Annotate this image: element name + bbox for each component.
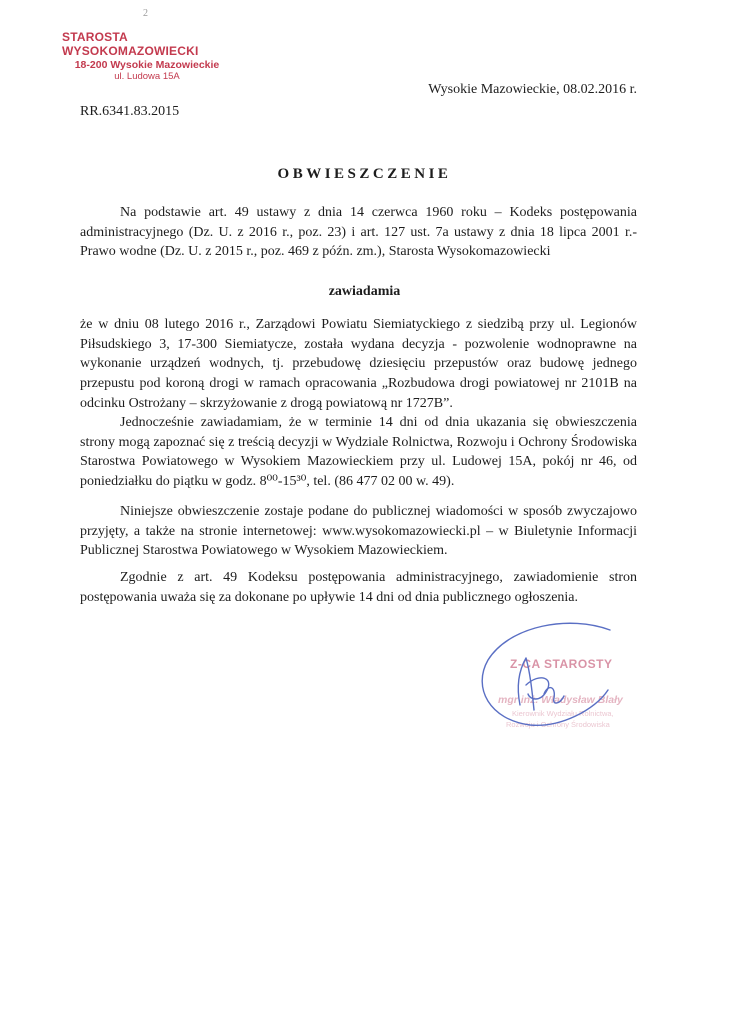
stamp-line-2: 18-200 Wysokie Mazowieckie	[74, 59, 220, 71]
notice-verb: zawiadamia	[328, 284, 401, 299]
stamp-line-3: ul. Ludowa 15A	[114, 71, 180, 82]
signature-stamp-title: Z-CA STAROSTY	[510, 657, 613, 671]
handwritten-signature	[460, 610, 650, 760]
document-title: OBWIESZCZENIE	[277, 166, 452, 182]
intro-paragraph: Na podstawie art. 49 ustawy z dnia 14 czerwca 1960 roku – Kodeks postępowania administracyjnego (Dz. U. z 2016 r., poz. 23) i art. 127 ust. 7a ustawy z dnia 18 lipca 2001 r.- Prawo wodne (Dz. U. z 2015 r., poz. 469 z późn. zm.), Starosta Wysokomazowiecki	[80, 205, 637, 260]
page-mark: 2	[143, 8, 148, 19]
office-stamp	[62, 30, 232, 82]
body-paragraph-3: Niniejsze obwieszczenie zostaje podane do publicznej wiadomości w sposób zwyczajowo przyjęty, a także na stronie internetowej: www.wysokomazowiecki.pl – w Biuletynie Informacji Publicznej Starostwa Powiatowego w Wysokiem Mazowieckiem.	[80, 504, 637, 559]
place-and-date: Wysokie Mazowieckie, 08.02.2016 r.	[428, 82, 637, 97]
signature-stamp-name: mgr inż. Władysław Blały	[498, 694, 623, 706]
signature-stamp-department: Rozwoju i Ochrony Środowiska	[506, 720, 610, 729]
reference-number: RR.6341.83.2015	[80, 104, 180, 119]
body-paragraph-4: Zgodnie z art. 49 Kodeksu postępowania administracyjnego, zawiadomienie stron postępowania uważa się za dokonane po upływie 14 dni od dnia publicznego ogłoszenia.	[80, 570, 637, 605]
signature-stamp-position: Kierownik Wydziału Rolnictwa,	[512, 709, 614, 718]
body-paragraph-1: że w dniu 08 lutego 2016 r., Zarządowi Powiatu Siemiatyckiego z siedzibą przy ul. Legionów Piłsudskiego 3, 17-300 Siemiatycze, została wydana decyzja - pozwolenie wodnoprawne na wykonanie urządzeń wodnych, tj. przebudowę dziesięciu przepustów oraz budowę jednego przepustu pod koroną drogi w ramach opracowania „Rozbudowa drogi powiatowej nr 2101B na odcinku Ostrożany – skrzyżowanie z drogą powiatową nr 1727B”.	[80, 317, 637, 411]
stamp-line-1: STAROSTA WYSOKOMAZOWIECKI	[62, 30, 199, 58]
body-paragraph-2: Jednocześnie zawiadamiam, że w terminie 14 dni od dnia ukazania się obwieszczenia strony mogą zapoznać się z treścią decyzji w Wydziale Rolnictwa, Rozwoju i Ochrony Środowiska Starostwa Powiatowego w Wysokiem Mazowieckiem przy ul. Ludowej 15A, pokój nr 46, od poniedziałku do piątku w godz. 8⁰⁰-15³⁰, tel. (86 477 02 00 w. 49).	[80, 415, 637, 490]
